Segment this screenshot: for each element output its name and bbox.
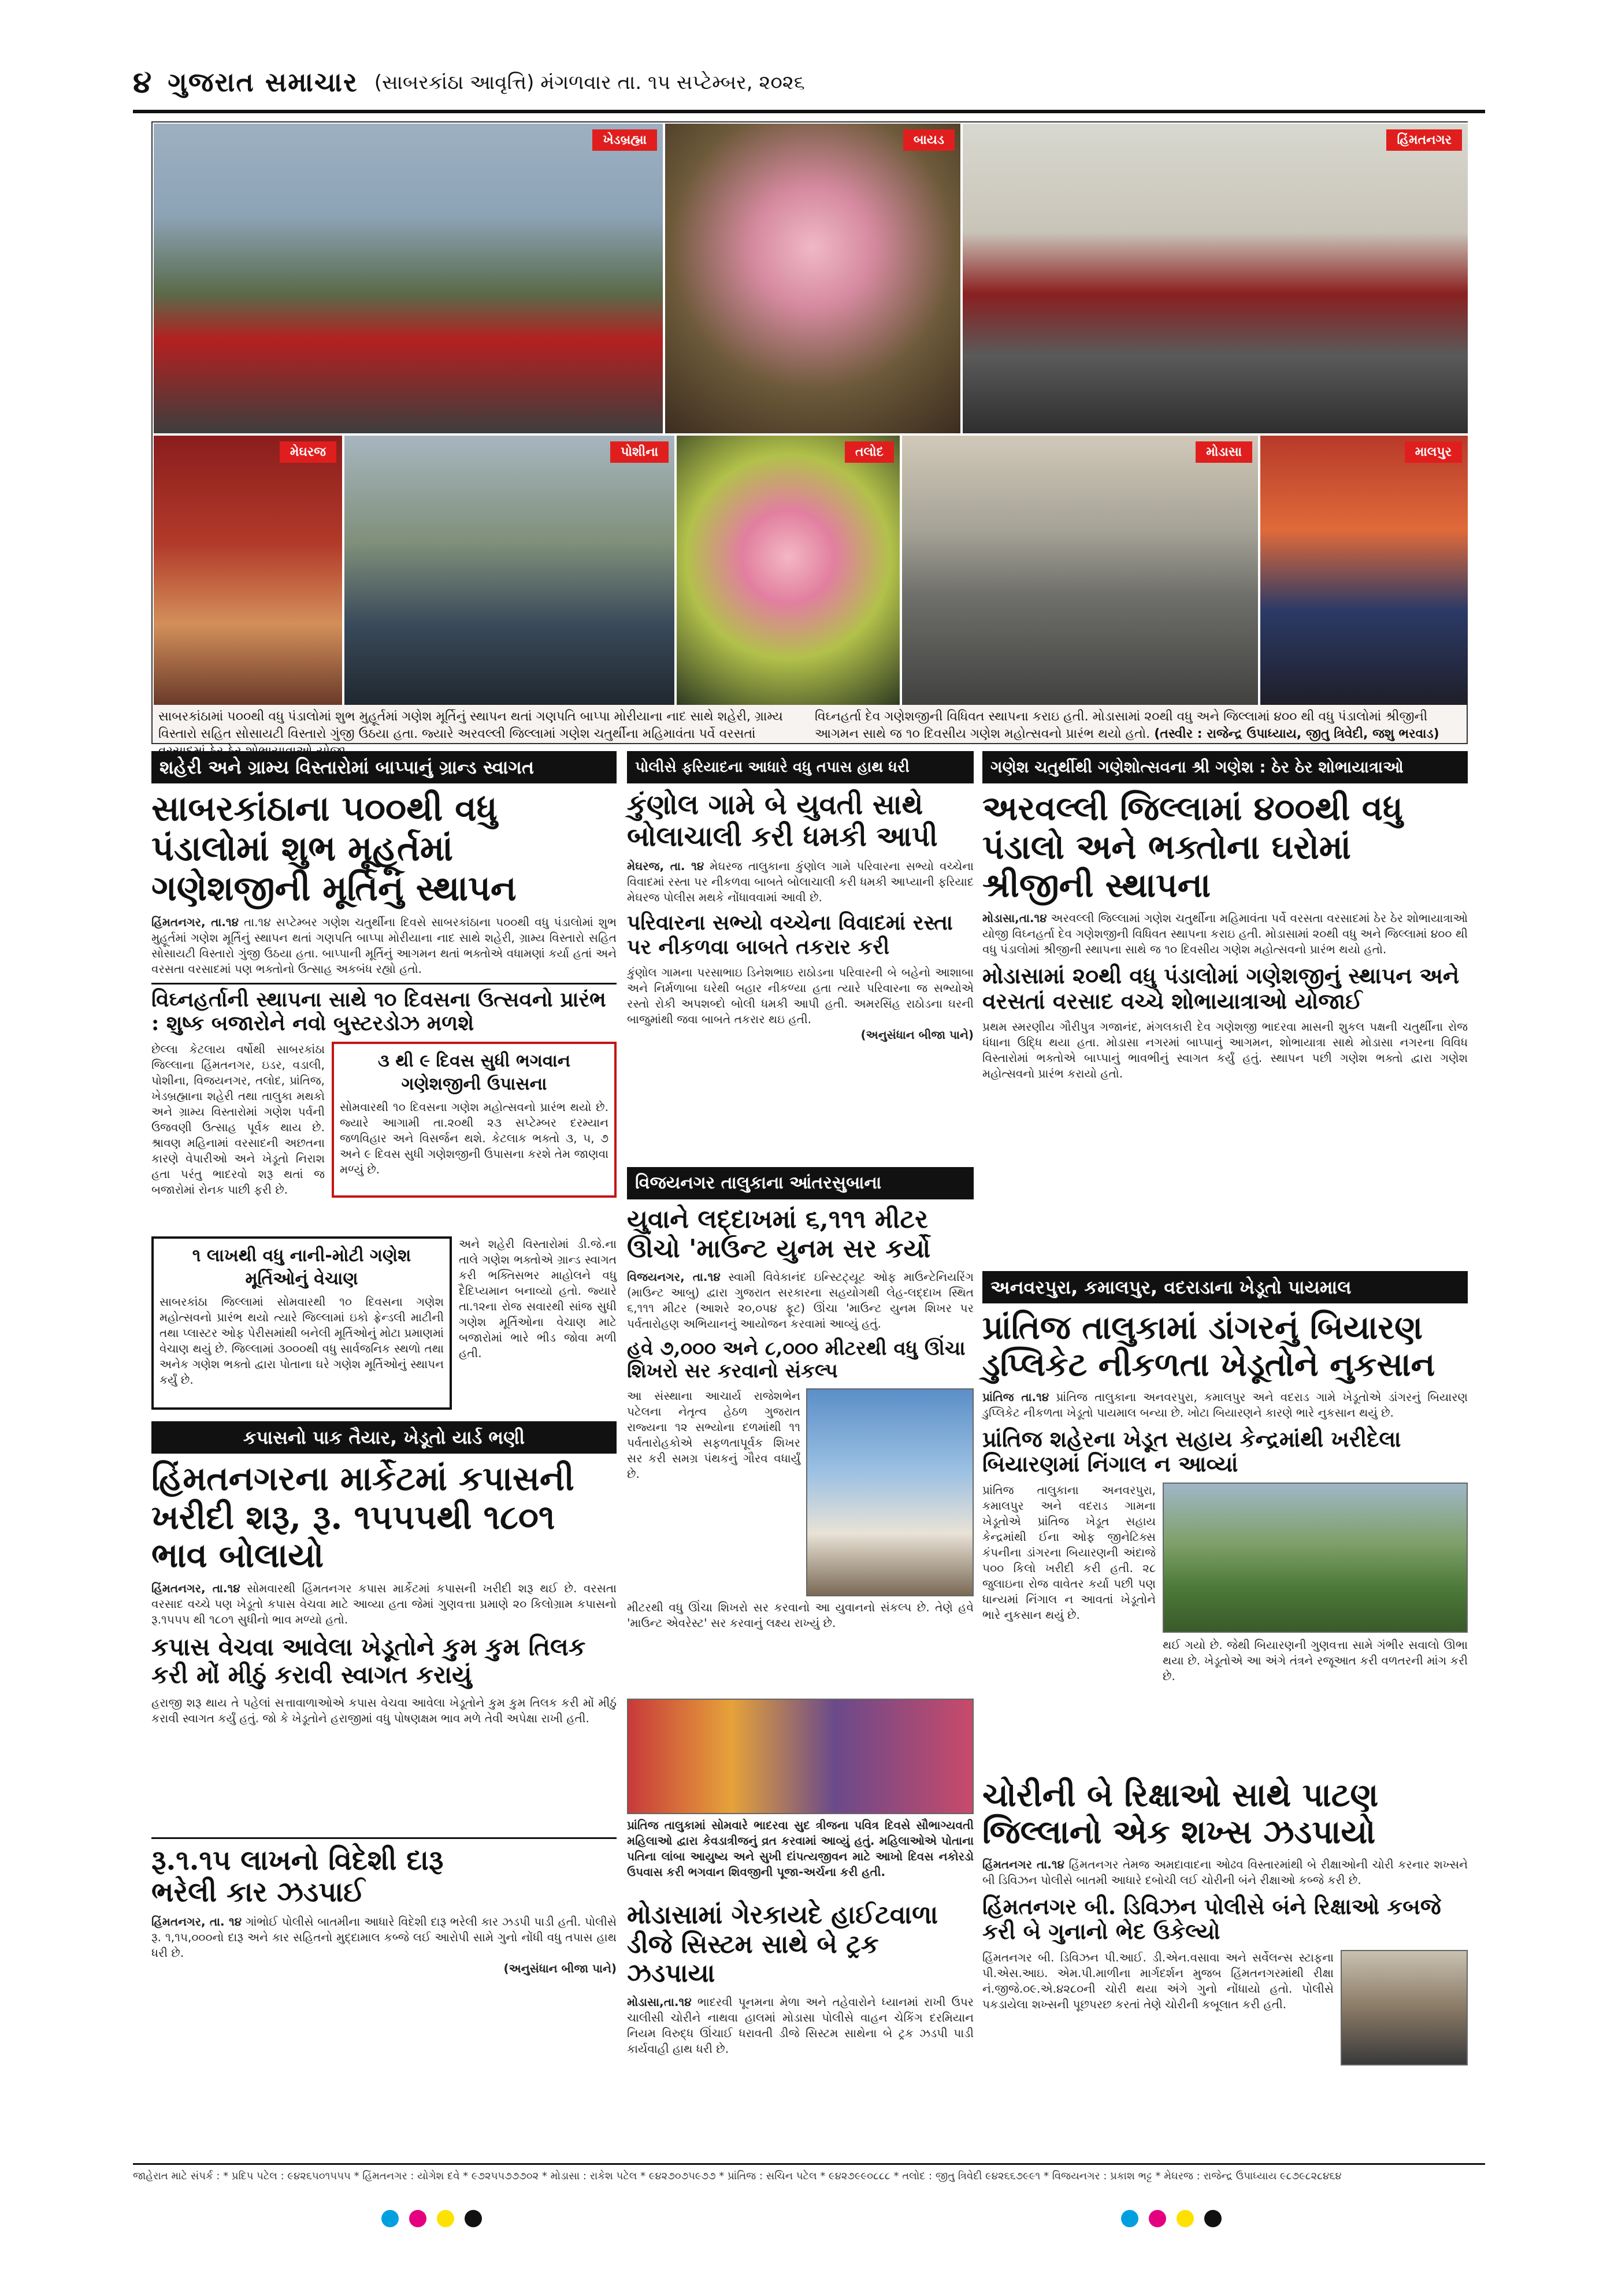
masthead-rule	[133, 110, 1485, 113]
yellow-dot	[1177, 2210, 1194, 2227]
story-body	[982, 1390, 1468, 1421]
photo-tag: હિંમતનગર	[1386, 129, 1462, 151]
paragraph: અરવલ્લી જિલ્લામાં ગણેશ ચતુર્થીના મહિમાવંતા પર્વે વરસતા વરસાદમાં ઠેર ઠેર શોભાયાત્રાઓ યોજી વિઘ્નહર્તા દેવ ગણેશજીની વિધિવત સ્થાપના કરાઇ હતી. મોડાસામાં ૨૦થી વધુ અને જિલ્લામાં ૪૦૦ થી વધુ પંડાલોમાં શ્રીજીની સ્થાપના સાથે જ ૧૦ દિવસીય ગણેશ મહોત્સવનો પ્રારંભ થયો હતો.	[982, 911, 1468, 957]
photo-caption-bar	[151, 705, 1468, 744]
paragraph: મેઘરજ તાલુકાના કુંણોલ ગામે પરિવારના સભ્યો વચ્ચેના વિવાદમાં રસ્તા પર નીકળવા બાબતે બોલાચાલી કરી ધમકી આપ્યાની ફરિયાદ મેઘરજ પોલીસ મથકે નોંધાવવામાં આવી છે.	[627, 859, 974, 905]
dateline: મેઘરજ, તા. ૧૪	[627, 859, 704, 874]
paragraph: અને શહેરી વિસ્તારોમાં ડી.જે.ના તાલે ગણેશ ભક્તોએ ગ્રાન્ડ સ્વાગત કરી ભક્તિસભર માહોલને વધુ દૈદિપ્યમાન બનાવ્યો હતો. જ્યારે તા.૧૨ના રોજ સવારથી સાંજ સુધી ગણેશ મૂર્તિઓના વેચાણ માટે બજારોમાં ભારે ભીડ જોવા મળી હતી.	[459, 1237, 617, 1360]
subhead: પરિવારના સભ્યો વચ્ચેના વિવાદમાં રસ્તા પર નીકળવા બાબતે તકરાર કરી	[627, 911, 953, 959]
kicker: કપાસનો પાક તૈયાર, ખેડૂતો યાર્ડ ભણી	[151, 1421, 617, 1454]
continued-note: (અનુસંધાન બીજા પાને)	[860, 1028, 974, 1042]
page-number: ૪	[133, 65, 152, 100]
dateline: હિંમતનગર, તા. ૧૪	[151, 1915, 242, 1929]
black-dot	[465, 2210, 482, 2227]
ladakh-row	[627, 1388, 974, 1596]
story-kunol-threat	[627, 751, 974, 1156]
photo-caption: પ્રાંતિજ તાલુકામાં સોમવારે ભાદરવા સુદ ત્રીજના પવિત્ર દિવસે સૌભાગ્યવતી મહિલાઓ દ્વારા કેવડાત્રીજનું વ્રત કરવામાં આવ્યું હતું. મહિલાઓએ પોતાના પતિના લાંબા આયુષ્ય અને સુખી દાંપત્યજીવન માટે આખો દિવસ નકોરડો ઉપવાસ કરી ભગવાન શિવજીની પૂજા-અર્ચના કરી હતી.	[627, 1818, 974, 1879]
caption-right: વિઘ્નહર્તા દેવ ગણેશજીની વિધિવત સ્થાપના કરાઇ હતી. મોડાસામાં ૨૦થી વધુ અને જિલ્લામાં ૪૦૦ થી વધુ પંડાલોમાં શ્રીજીની આગમન સાથે જ ૧૦ દિવસીય ગણેશ મહોત્સવનો પ્રારંભ થયો હતો.	[815, 709, 1428, 741]
subhead: હવે ૭,૦૦૦ અને ૮,૦૦૦ મીટરથી વધુ ઊંચા શિખરો સર કરવાનો સંકલ્પ	[627, 1337, 966, 1383]
registration-marks-left	[381, 2210, 482, 2227]
magenta-dot	[1149, 2210, 1166, 2227]
photo-meghraj	[153, 434, 343, 706]
headline: યુવાને લદ્દાખમાં ૬,૧૧૧ મીટર ઊંચો 'માઉન્ટ યુનમ સર કર્યો	[627, 1205, 931, 1264]
sidebox-title: ૧ લાખથી વધુ નાની-મોટી ગણેશ મૂર્તિઓનું વેચાણ	[192, 1246, 411, 1289]
story-aravalli-ganesh	[982, 751, 1468, 1260]
photo-modasa	[901, 434, 1259, 706]
story-ladakh-climb	[627, 1167, 974, 1687]
story-body	[627, 1994, 974, 2057]
caption-left: સાબરકાંઠામાં ૫૦૦થી વધુ પંડાલોમાં શુભ મુહૂર્તમાં ગણેશ મૂર્તિનું સ્થાપન થતાં ગણપતિ બાપ્પા મોરીયાના નાદ સાથે શહેરી, ગ્રામ્ય વિસ્તારો સહિત સોસાયટી વિસ્તારો ગુંજી ઉઠયા હતા. જ્યારે અરવલ્લી જિલ્લામાં ગણેશ ચતુર્થીના મહિમાવંતા પર્વે વરસતાં	[158, 709, 783, 741]
photo-khedbrahma	[153, 122, 664, 434]
photo-tag: ખેડબ્રહ્મા	[592, 129, 657, 151]
photo-tag: મોડાસા	[1196, 441, 1252, 463]
seed-row	[982, 1483, 1468, 1684]
mountaineer-photo	[806, 1388, 974, 1596]
black-dot	[1204, 2210, 1222, 2227]
paragraph: કુંણોલ ગામના પરસાભાઇ ડિનેશભાઇ રાઠોડના પરિવારની બે બહેનો આશાબા અને નિર્મળાબા ઘરેથી બહાર નીકળ્યા હતા ત્યારે પરિવારના જ સભ્યોએ રસ્તો રોકી અપશબ્દો બોલી ધમકી આપી હતી. અમરસિંહ રાઠોડના ઘરની બાજુમાંથી જવા બાબતે તકરાર થઇ હતી.	[627, 965, 974, 1027]
subhead: વિઘ્નહર્તાની સ્થાપના સાથે ૧૦ દિવસના ઉત્સવનો પ્રારંભ : શુષ્ક બજારોને નવો બુસ્ટરડોઝ મળશે	[151, 983, 617, 1036]
story-body	[151, 1914, 617, 1961]
dateline: હિંમતનગર તા.૧૪	[982, 1857, 1065, 1871]
magenta-dot	[409, 2210, 426, 2227]
dateline: મોડાસા,તા.૧૪	[982, 911, 1047, 926]
yellow-dot	[437, 2210, 454, 2227]
photo-credit: (તસ્વીર : રાજેન્દ્ર ઉપાધ્યાય, જીતુ ત્રિવેદી, જશુ ભરવાડ)	[1154, 727, 1439, 741]
cyan-dot	[1121, 2210, 1138, 2227]
photo-tag: મેઘરજ	[280, 441, 336, 463]
photo-caption: મીટરથી વધુ ઊંચા શિખરો સર કરવાનો આ યુવાનનો સંકલ્પ છે. તેણે હવે 'માઉન્ટ એવરેસ્ટ' સર કરવાનું લક્ષ્ય રાખ્યું છે.	[627, 1600, 974, 1630]
photo-tag: માલપુર	[1405, 441, 1462, 463]
sidebox-title: ૩ થી ૯ દિવસ સુધી ભગવાન ગણેશજીની ઉપાસના	[377, 1050, 571, 1094]
headline: રૂ.૧.૧૫ લાખનો વિદેશી દારૂ ભરેલી કાર ઝડપાઈ	[151, 1844, 444, 1909]
continued-note: (અનુસંધાન બીજા પાને)	[503, 1961, 617, 1976]
headline: ચોરીની બે રિક્ષાઓ સાથે પાટણ જિલ્લાનો એક શખ્સ ઝડપાયો	[982, 1776, 1379, 1852]
story-body	[627, 1269, 974, 1332]
paragraph: પ્રથમ સ્મરણીય ગૌરીપુત્ર ગજાનંદ, મંગલકારી દેવ ગણેશજી ભાદરવા માસની શુકલ પક્ષની ચતુર્થીના રોજ ધંધાના ઉદ્ધિ થયા હતા. મોડાસા નગરમાં બાપ્પાનું આગમન, શોભાયાત્રા સાથે મોડાસા નગરના વિવિધ વિસ્તારોમાં ભક્તોએ બાપ્પાનું ભાવભીનું સ્વાગત કર્યું હતું. સ્થાપન પછી ગણેશ ભક્તો દ્વારા ગણેશ મહોત્સવનો પ્રારંભ કરાયો હતો.	[982, 1020, 1468, 1081]
headline: પ્રાંતિજ તાલુકામાં ડાંગરનું બિયારણ ડુપ્લિકેટ નીકળતા ખેડૂતોને નુકસાન	[982, 1309, 1435, 1384]
photo-collage	[151, 121, 1468, 705]
cyan-dot	[381, 2210, 399, 2227]
paragraph: સોમવારથી હિંમતનગર કપાસ માર્કેટમાં કપાસની ખરીદી શરૂ થઈ છે. વરસતા વરસાદ વચ્ચે પણ ખેડૂતો કપાસ વેચવા માટે આવ્યા હતા જેમાં ગુણવત્તા પ્રમાણે ૨૦ કિલોગ્રામ કપાસનો રૂ.૧૫૫૫ થી ૧૮૦૧ સુધીનો ભાવ મળ્યો હતો.	[151, 1581, 617, 1627]
registration-marks-right	[1121, 2210, 1222, 2227]
subhead: હિંમતનગર બી. ડિવિઝન પોલીસે બંને રિક્ષાઓ કબજે કરી બે ગુનાનો ભેદ ઉકેલ્યો	[982, 1893, 1441, 1945]
paragraph: હિંમતનગર તેમજ અમદાવાદના ઓઢવ વિસ્તારમાંથી બે રીક્ષાઓની ચોરી કરનાર શખ્સને બી ડિવિઝન પોલીસે બાતમી આધારે દબોચી લઈ ચોરીની બંને રીક્ષાઓ કબ્જે કરી છે.	[982, 1857, 1468, 1887]
subhead: મોડાસામાં ૨૦થી વધુ પંડાલોમાં ગણેશજીનું સ્થાપન અને વરસતાં વરસાદ વચ્ચે શોભાયાત્રાઓ યોજાઈ	[982, 963, 1460, 1014]
subhead: કપાસ વેચવા આવેલા ખેડૂતોને કુમ કુમ તિલક કરી મોં મીઠું કરાવી સ્વાગત કરાયું	[151, 1633, 586, 1689]
photo-bayad	[664, 122, 962, 434]
sidebox-upasana	[332, 1042, 617, 1198]
dateline: હિંમતનગર, તા.૧૪	[151, 1581, 240, 1596]
story-rickshaw-theft	[982, 1777, 1468, 2155]
dateline: વિજયનગર, તા.૧૪	[627, 1270, 721, 1284]
paragraph: સ્વામી વિવેકાનંદ ઇન્સ્ટિટ્યૂટ ઓફ માઉન્ટેનિયરિંગ (માઉન્ટ આબુ) દ્વારા ગુજરાત સરકારના સહયોગથી લેહ-લદ્દાખ સ્થિત ૬,૧૧૧ મીટર (આશરે ૨૦,૦૫૪ ફૂટ) ઊંચા 'માઉન્ટ યુનમ શિખર પર પર્વતારોહણ અભિયાનનું આયોજન કરવામાં આવ્યું હતું.	[627, 1270, 974, 1331]
festival-photo	[627, 1699, 974, 1814]
masthead	[133, 62, 1485, 103]
kicker: વિજયનગર તાલુકાના આંતરસુબાના	[627, 1167, 974, 1199]
story-sabarkantha-ganesh	[151, 751, 617, 1317]
story-foreign-liquor-car	[151, 1837, 617, 2155]
subhead: પ્રાંતિજ શહેરના ખેડૂત સહાય કેન્દ્રમાંથી ખરીદેલા બિયારણમાં નિંગાલ ન આવ્યાં	[982, 1425, 1401, 1477]
headline: અરવલ્લી જિલ્લામાં ૪૦૦થી વધુ પંડાલો અને ભક્તોના ઘરોમાં શ્રીજીની સ્થાપના	[982, 789, 1403, 905]
dateline: હિંમતનગર, તા.૧૪	[151, 915, 239, 929]
photo-malpur	[1259, 434, 1469, 706]
sidebox-body: સોમવારથી ૧૦ દિવસના ગણેશ મહોત્સવનો પ્રારંભ થયો છે. જ્યારે આગામી તા.૨૦થી ૨૩ સપ્ટેમ્બર દરમ્યાન જળવિહાર અને વિસર્જન થશે. કેટલાક ભક્તો ૩, ૫, ૭ અને ૯ દિવસ સુધી ગણેશજીની ઉપાસના કરશે તેમ જાણવા મળ્યું છે.	[340, 1099, 608, 1176]
caption-right-wrap	[815, 708, 1461, 740]
headline: કુંણોલ ગામે બે યુવતી સાથે બોલાચાલી કરી ધમકી આપી	[627, 789, 938, 853]
seed-media	[1163, 1483, 1468, 1684]
story-body	[982, 911, 1468, 957]
paragraph: તા.૧૪ સપ્ટેમ્બર ગણેશ ચતુર્થીના દિવસે સાબરકાંઠાના ૫૦૦થી વધુ પંડાલોમાં શુભ મુહૂર્તમાં ગણેશ મૂર્તિનું સ્થાપન થતાં ગણપતિ બાપ્પા મોરીયાના નાદ સાથે શહેરી, ગ્રામ્ય વિસ્તારો સહિત સોસાયટી વિસ્તારો ગુંજી ઉઠયા હતા. બાપ્પાની મૂર્તિનું આગમન થતાં ભક્તોએ વધામણાં કર્યા હતાં અને વરસતા વરસાદમાં પણ ભક્તોનો ઉત્સાહ અકબંધ રહ્યો હતો.	[151, 915, 617, 976]
sidebox-murti-sale	[151, 1236, 452, 1410]
headline: હિંમતનગરના માર્કેટમાં કપાસની ખરીદી શરૂ, રૂ. ૧૫૫૫થી ૧૮૦૧ ભાવ બોલાયો	[151, 1459, 574, 1576]
paragraph: છેલ્લા કેટલાય વર્ષોથી સાબરકાંઠા જિલ્લાના હિંમતનગર, ઇડર, વડાલી, પોશીના, વિજયનગર, તલોદ, પ્રાંતિજ, ખેડબ્રહ્માના શહેરી તથા તાલુકા મથકો અને ગ્રામ્ય વિસ્તારોમાં ગણેશ પર્વની ઉજવણી ઉત્સાહ પૂર્વક થાય છે. શ્રાવણ મહિનામાં વરસાદની અછતના કારણે વેપારીઓ અને ખેડૂતો નિરાશ હતા પરંતુ ભાદરવો શરૂ થતાં જ બજારોમાં રોનક પાછી ફરી છે.	[151, 1042, 325, 1197]
photo-talod	[676, 434, 901, 706]
kicker: ગણેશ ચતુર્થીથી ગણેશોત્સવના શ્રી ગણેશ : ઠેર ઠેર શોભાયાત્રાઓ	[982, 751, 1468, 783]
sidebox-body: સાબરકાંઠા જિલ્લામાં સોમવારથી ૧૦ દિવસના ગણેશ મહોત્સવનો પ્રારંભ થયો ત્યારે જિલ્લામાં ઇકો ફ્રેન્ડલી માટીની તથા પ્લાસ્ટર ઓફ પેરીસમાંથી બનેલી મૂર્તિઓનું મોટા પ્રમાણમાં વેચાણ થયું છે. જિલ્લામાં ૩૦૦૦થી વધુ સાર્વજનિક સ્થળો તથા અનેક ગણેશ ભક્તો દ્વારા પોતાના ઘરે ગણેશ મૂર્તિઓનું સ્થાપન કર્યું છે.	[159, 1295, 444, 1387]
paper-logo: ગુજરાત સમાચાર	[168, 66, 358, 98]
story-body	[151, 915, 617, 977]
paragraph: ગાંભોઈ પોલીસે બાતમીના આધારે વિદેશી દારૂ ભરેલી કાર ઝડપી પાડી હતી. પોલીસે રૂ. ૧,૧૫,૦૦૦નો દારૂ અને કાર સહિતનો મુદ્દામાલ કબ્જે લઈ આરોપી સામે ગુનો નોંધી વધુ તપાસ હાથ ધરી છે.	[151, 1915, 617, 1960]
story-cotton-market	[151, 1421, 617, 1826]
paragraph: થઈ ગયો છે. જેથી બિયારણની ગુણવત્તા સામે ગંભીર સવાલો ઊભા થયા છે. ખેડૂતોએ આ અંગે તંત્રને રજૂઆત કરી વળતરની માંગ કરી છે.	[1163, 1638, 1468, 1684]
story-body	[151, 1581, 617, 1628]
story-kevdatrij-photo	[627, 1699, 974, 1895]
accused-photo	[1341, 1950, 1468, 2065]
subhead-row	[151, 1042, 617, 1198]
story-body	[627, 859, 974, 905]
kicker: અનવરપુરા, કમાલપુર, વદરાડાના ખેડૂતો પાયમાલ	[982, 1271, 1468, 1303]
theft-row	[982, 1950, 1468, 2065]
dateline: પ્રાંતિજ તા.૧૪	[982, 1390, 1049, 1404]
photo-tag: તલોદ	[845, 441, 894, 463]
paragraph: આ સંસ્થાના આચાર્ય રાજેશભેન પટેલના નેતૃત્વ હેઠળ ગુજરાત રાજ્યના ૧૨ સભ્યોના દળમાંથી ૧૧ પર્વતારોહકોએ સફળતાપૂર્વક શિખર સર કરી સમગ્ર પંથકનું ગૌરવ વધાર્યું છે.	[627, 1389, 800, 1481]
paragraph: ભાદરવી પૂનમના મેળા અને તહેવારોને ધ્યાનમાં રાખી ઉપર ચાલીસી ચોરીને નાથવા હાલમાં મોડાસા પોલીસે વાહન ચેકિંગ દરમિયાન નિયમ વિરુદ્ધ ઊંચાઈ ધરાવતી ડીજે સિસ્ટમ સાથેના બે ટ્રક ઝડપી પાડી કાર્યવાહી હાથ ધરી છે.	[627, 1994, 974, 2056]
headline: સાબરકાંઠાના ૫૦૦થી વધુ પંડાલોમાં શુભ મૂહૂર્તમાં ગણેશજીની મૂર્તિનું સ્થાપન	[151, 789, 517, 909]
ad-contact-footer: જાહેરાત માટે સંપર્ક : * પ્રદિપ પટેલ : ૯૪૨૬૫૦૧૫૫૫ * હિંમતનગર : યોગેશ દવે * ૯૭૨૫૫૭૭૭૦૨ * મોડાસા : રાકેશ પટેલ * ૯૪૨૭૦૭૫૯૭૭ * પ્રાંતિજ : સચિન પટેલ * ૯૪૨૭૯૯૦૮૮૮ * તલોદ : જીતુ ત્રિવેદી ૯૪૨૬૬૭૯૯૧ * વિજયનગર : પ્રકાશ ભટ્ટ * મેઘરજ : રાજેન્દ્ર ઉપાધ્યાય ૯૮૭૯૮૨૮૪૬૪	[133, 2163, 1485, 2186]
photo-poshina	[343, 434, 676, 706]
photo-himmatnagar	[962, 122, 1469, 434]
photo-tag: પોશીના	[610, 441, 669, 463]
paragraph: પ્રાંતિજ તાલુકાના અનવરપુરા, કમાલપુર અને વદરાડ ગામના ખેડૂતોએ પ્રાંતિજ ખેડૂત સહાય કેન્દ્રમાંથી ઈના ઓફ જીનેટિક્સ કંપનીના ડાંગરના બિયારણની અંદાજે ૫૦૦ કિલો ખરીદી કરી હતી. ૨૮ જુલાઇના રોજ વાવેતર કર્યા પછી પણ ધાન્યમાં નિંગાલ ન આવતાં ખેડૂતોને ભારે નુકસાન થયું છે.	[982, 1483, 1156, 1622]
kicker: શહેરી અને ગ્રામ્ય વિસ્તારોમાં બાપ્પાનું ગ્રાન્ડ સ્વાગત	[151, 751, 617, 783]
dateline: મોડાસા,તા.૧૪	[627, 1994, 692, 2009]
headline: મોડાસામાં ગેરકાયદે હાઈટવાળા ડીજે સિસ્ટમ સાથે બે ટ્રક ઝડપાયા	[627, 1900, 938, 1989]
story-ganesh-murti-sale	[151, 1236, 617, 1410]
edition-line: (સાબરકાંઠા આવૃત્તિ) મંગળવાર તા. ૧૫ સપ્ટેમ્બર, ૨૦૨૬	[374, 71, 805, 94]
kicker: પોલીસે ફરિયાદના આધારે વધુ તપાસ હાથ ધરી	[627, 751, 974, 783]
story-body	[982, 1857, 1468, 1888]
photo-tag: બાયડ	[903, 129, 955, 151]
paragraph: પ્રાંતિજ તાલુકાના અનવરપુરા, કમાલપુર અને વદરાડ ગામે ખેડૂતોએ ડાંગરનું બિયારણ ડુપ્લિકેટ નીકળતા ખેડૂતો પાયમાલ બન્યા છે. ખોટા બિયારણને કારણે ભારે નુકસાન થયું છે.	[982, 1390, 1468, 1420]
story-prantij-seed	[982, 1271, 1468, 1768]
paragraph: હિંમતનગર બી. ડિવિઝન પી.આઈ. ડી.એન.વસાવા અને સર્વેલન્સ સ્ટાફના પી.એસ.આઇ. એમ.પી.માળીના માર્ગદર્શન મુજબ હિંમતનગરમાંથી રીક્ષા નં.જીજે.૦૯.એ.૪૨૮૦ની ચોરી થયા અંગે ગુનો નોંધાયો હતો. પોલીસે પકડાયેલા શખ્સની પૂછપરછ કરતાં તેણે ચોરીની કબૂલાત કરી હતી.	[982, 1951, 1334, 2012]
story-modasa-dj-trucks	[627, 1901, 974, 2155]
paragraph: હરાજી શરૂ થાય તે પહેલાં સત્તાવાળાઓએ કપાસ વેચવા આવેલા ખેડૂતોને કુમ કુમ તિલક કરી મોં મીઠું કરાવી સ્વાગત કર્યું હતું. જો કે ખેડૂતોને હરાજીમાં વધુ પોષણક્ષમ ભાવ મળે તેવી અપેક્ષા રાખી હતી.	[151, 1695, 617, 1725]
paddy-field-photo	[1163, 1483, 1468, 1633]
